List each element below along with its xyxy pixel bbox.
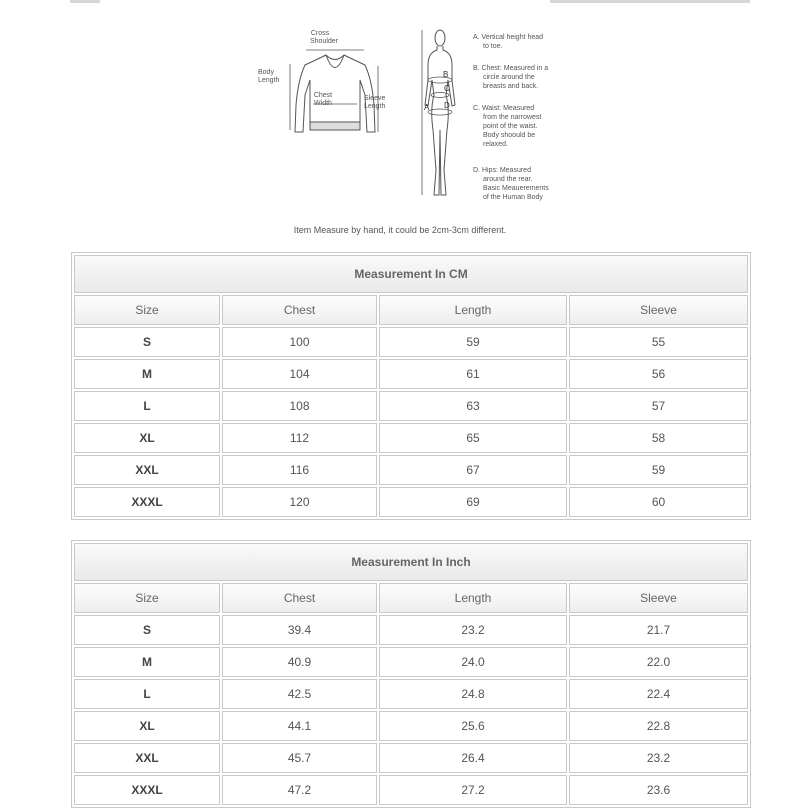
chest-cell: 104 xyxy=(222,359,377,389)
length-cell: 24.8 xyxy=(379,679,567,709)
note-d-line-2: around the rear. xyxy=(483,176,533,183)
header-size: Size xyxy=(74,583,220,613)
chest-cell: 112 xyxy=(222,423,377,453)
chest-cell: 44.1 xyxy=(222,711,377,741)
length-cell: 25.6 xyxy=(379,711,567,741)
sleeve-cell: 56 xyxy=(569,359,748,389)
sleeve-cell: 57 xyxy=(569,391,748,421)
garment-illustration xyxy=(295,55,375,132)
size-cell: XL xyxy=(74,423,220,453)
sleeve-cell: 23.2 xyxy=(569,743,748,773)
table-row xyxy=(74,647,748,677)
letter-d: D xyxy=(444,101,450,110)
sleeve-length-label-2: Length xyxy=(364,103,386,110)
size-cell: XL xyxy=(74,711,220,741)
letter-c: C xyxy=(444,84,450,93)
table-header-row xyxy=(74,583,748,613)
sleeve-cell: 21.7 xyxy=(569,615,748,645)
table-row xyxy=(74,455,748,485)
note-c-line-1: C. Waist: Measured xyxy=(473,105,535,112)
note-d-line-4: of the Human Body xyxy=(483,194,543,201)
table-row xyxy=(74,327,748,357)
size-cell: XXXL xyxy=(74,775,220,805)
note-a-line-2: to toe. xyxy=(483,43,503,50)
size-cell: L xyxy=(74,391,220,421)
size-table-cm xyxy=(71,252,751,520)
length-cell: 27.2 xyxy=(379,775,567,805)
cross-shoulder-label-1: Cross xyxy=(310,30,330,37)
chest-cell: 40.9 xyxy=(222,647,377,677)
table-row xyxy=(74,359,748,389)
note-c-line-3: point of the waist. xyxy=(483,123,538,130)
sleeve-cell: 22.8 xyxy=(569,711,748,741)
table-row xyxy=(74,711,748,741)
length-cell: 63 xyxy=(379,391,567,421)
body-notes xyxy=(473,34,549,201)
note-d-line-3: Basic Meauerements xyxy=(483,185,549,192)
length-cell: 59 xyxy=(379,327,567,357)
note-d-line-1: D. Hips: Measured xyxy=(473,167,531,174)
table-row xyxy=(74,743,748,773)
note-c-line-4: Body shoould be xyxy=(483,132,536,139)
sleeve-cell: 22.0 xyxy=(569,647,748,677)
letter-b: B xyxy=(443,70,449,79)
body-length-label-1: Body xyxy=(258,69,274,76)
sleeve-cell: 55 xyxy=(569,327,748,357)
sleeve-cell: 58 xyxy=(569,423,748,453)
table-header-row xyxy=(74,295,748,325)
header-chest: Chest xyxy=(222,583,377,613)
chest-cell: 116 xyxy=(222,455,377,485)
size-cell: L xyxy=(74,679,220,709)
note-a-line-1: A. Vertical height head xyxy=(473,34,544,41)
size-cell: S xyxy=(74,327,220,357)
sleeve-cell: 59 xyxy=(569,455,748,485)
chest-cell: 45.7 xyxy=(222,743,377,773)
table-row xyxy=(74,615,748,645)
sleeve-cell: 22.4 xyxy=(569,679,748,709)
table-title: Measurement In Inch xyxy=(74,543,748,581)
table-row xyxy=(74,679,748,709)
size-cell: M xyxy=(74,359,220,389)
length-cell: 69 xyxy=(379,487,567,517)
measurement-diagram-svg xyxy=(250,20,570,220)
size-cell: XXL xyxy=(74,743,220,773)
table-title: Measurement In CM xyxy=(74,255,748,293)
size-cell: XXL xyxy=(74,455,220,485)
table-title-row xyxy=(74,255,748,293)
note-b-line-3: breasts and back. xyxy=(483,83,539,90)
chest-cell: 47.2 xyxy=(222,775,377,805)
size-table-inch xyxy=(71,540,751,808)
length-cell: 67 xyxy=(379,455,567,485)
header-length: Length xyxy=(379,583,567,613)
human-body-illustration xyxy=(425,30,455,195)
table-row xyxy=(74,775,748,805)
table-row xyxy=(74,391,748,421)
measurement-diagram xyxy=(250,20,570,220)
header-sleeve: Sleeve xyxy=(569,583,748,613)
chest-cell: 39.4 xyxy=(222,615,377,645)
chest-cell: 108 xyxy=(222,391,377,421)
measurement-note: Item Measure by hand, it could be 2cm-3cm different. xyxy=(293,225,507,235)
header-chest: Chest xyxy=(222,295,377,325)
chest-cell: 42.5 xyxy=(222,679,377,709)
size-cell: M xyxy=(74,647,220,677)
chest-width-label-1: Chest xyxy=(313,92,333,99)
length-cell: 65 xyxy=(379,423,567,453)
length-cell: 23.2 xyxy=(379,615,567,645)
top-divider-right xyxy=(550,0,750,3)
header-length: Length xyxy=(379,295,567,325)
body-measure-lines xyxy=(422,30,452,195)
length-cell: 26.4 xyxy=(379,743,567,773)
chest-width-label-2: Width xyxy=(314,100,332,107)
chest-cell: 100 xyxy=(222,327,377,357)
length-cell: 61 xyxy=(379,359,567,389)
sleeve-cell: 23.6 xyxy=(569,775,748,805)
note-c-line-2: from the narrowest xyxy=(483,114,542,121)
letter-a: A xyxy=(424,103,430,112)
note-b-line-2: circle around the xyxy=(483,74,535,81)
header-sleeve: Sleeve xyxy=(569,295,748,325)
sleeve-length-label-1: Sleeve xyxy=(364,95,386,102)
table-title-row xyxy=(74,543,748,581)
top-divider-left xyxy=(70,0,100,3)
length-cell: 24.0 xyxy=(379,647,567,677)
body-length-label-2: Length xyxy=(258,77,280,84)
size-cell: S xyxy=(74,615,220,645)
cross-shoulder-label-2: Shoulder xyxy=(309,38,339,45)
header-size: Size xyxy=(74,295,220,325)
note-b-line-1: B. Chest: Measured in a xyxy=(473,65,549,72)
table-row xyxy=(74,423,748,453)
sleeve-cell: 60 xyxy=(569,487,748,517)
size-cell: XXXL xyxy=(74,487,220,517)
chest-cell: 120 xyxy=(222,487,377,517)
table-row xyxy=(74,487,748,517)
note-c-line-5: relaxed. xyxy=(483,141,508,148)
